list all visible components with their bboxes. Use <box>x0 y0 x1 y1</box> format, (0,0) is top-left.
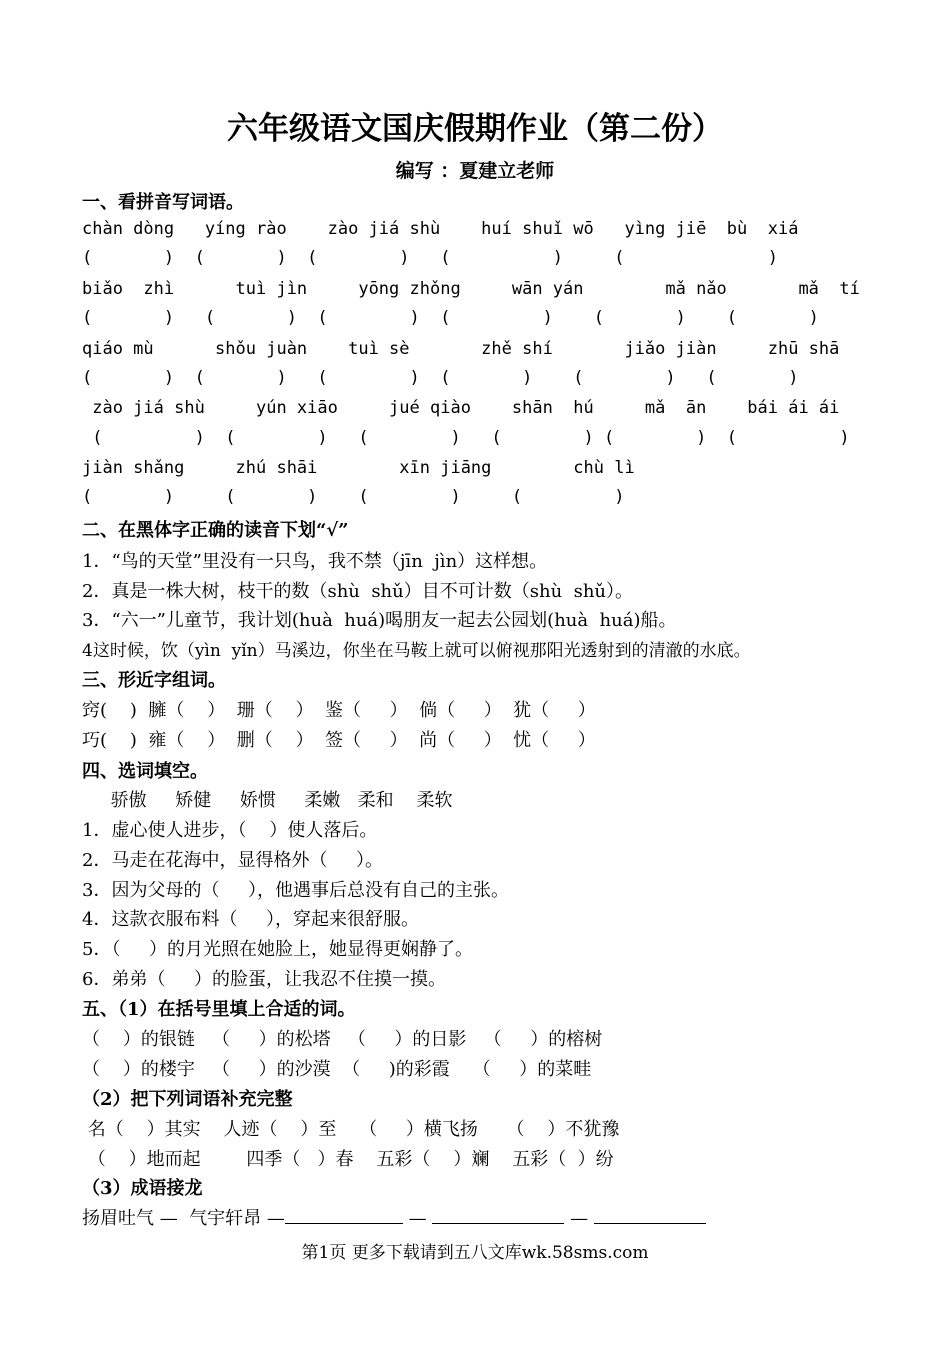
char-group-line: 窍( ) 臃（ ） 珊（ ） 鉴（ ） 倘（ ） 犹（ ） <box>82 700 596 721</box>
question-line: 3．因为父母的（ ），他遇事后总没有自己的主张。 <box>82 880 510 901</box>
question-line: 1．“鸟的天堂”里没有一只鸟，我不禁（jīn jìn）这样想。 <box>82 551 548 572</box>
chain-dash: — <box>564 1208 594 1229</box>
blank-line: ( ) ( ) ( ) ( ) <box>82 487 625 507</box>
blank-line: ( ) ( ) ( ) ( ) ( ) ( ) <box>82 428 850 448</box>
answer-blank[interactable] <box>594 1207 706 1224</box>
blank-line: ( ) ( ) ( ) ( ) ( ) ( ) <box>82 308 819 328</box>
pinyin-line: jiàn shǎng zhú shāi xīn jiāng chù lì <box>82 458 635 478</box>
pinyin-line: chàn dòng yíng rào zào jiá shù huí shuǐ wō yìng jiē bù xiá <box>82 219 799 239</box>
page-title: 六年级语文国庆假期作业（第二份） <box>227 111 723 147</box>
section1-heading: 一、看拼音写词语。 <box>82 192 244 213</box>
chain-dash: — <box>402 1208 433 1229</box>
section3-heading: 三、形近字组词。 <box>82 670 226 691</box>
question-line: 1．虚心使人进步，（ ）使人落后。 <box>82 820 378 841</box>
answer-blank[interactable] <box>285 1207 403 1224</box>
question-line: 6．弟弟（ ）的脸蛋，让我忍不住摸一摸。 <box>82 969 447 990</box>
fill-line: （ ）的楼宇 （ ）的沙漠 （ )的彩霞 （ ）的菜畦 <box>82 1059 592 1080</box>
question-line: 3．“六一”儿童节，我计划(huà huá)喝朋友一起去公园划(huà huá)船。 <box>82 610 677 631</box>
section5-sub3: （3）成语接龙 <box>82 1178 203 1199</box>
idiom-line: （ ）地而起 四季（ ）春 五彩（ ）斓 五彩（ ）纷 <box>82 1149 614 1170</box>
fill-line: （ ）的银链 （ ）的松塔 （ ）的日影 （ ）的榕树 <box>82 1029 603 1050</box>
question-line: 5．（ ）的月光照在她脸上，她显得更娴静了。 <box>82 939 474 960</box>
section4-heading: 四、选词填空。 <box>82 761 208 782</box>
question-line: 4．这款衣服布料（ ），穿起来很舒服。 <box>82 909 420 930</box>
idiom-chain <box>82 1204 706 1230</box>
chain-start: 扬眉吐气 — 气宇轩昂 — <box>82 1208 285 1229</box>
blank-line: ( ) ( ) ( ) ( ) ( ) ( ) <box>82 368 799 388</box>
question-line: 4这时候，饮（yìn yǐn）马溪边，你坐在马鞍上就可以俯视那阳光透射到的清澈的水底。 <box>82 641 751 661</box>
section5-heading: 五、（1）在括号里填上合适的词。 <box>82 999 356 1020</box>
section5-sub2: （2）把下列词语补充完整 <box>82 1089 293 1110</box>
section2-heading: 二、在黑体字正确的读音下划“√” <box>82 520 349 541</box>
pinyin-line: qiáo mù shǒu juàn tuì sè zhě shí jiǎo jiàn zhū shā <box>82 339 840 359</box>
pinyin-line: zào jiá shù yún xiāo jué qiào shān hú mǎ ān bái ái ái <box>82 398 840 418</box>
char-group-line: 巧( ) 雍（ ） 删（ ） 签（ ） 尚（ ） 忧（ ） <box>82 730 596 751</box>
word-bank: 骄傲 矫健 娇惯 柔嫩 柔和 柔软 <box>82 790 453 811</box>
page-footer: 第1页 更多下载请到五八文库wk.58sms.com <box>301 1243 649 1263</box>
idiom-line: 名（ ）其实 人迹（ ）至 （ ）横飞扬 （ ）不犹豫 <box>82 1119 620 1140</box>
author-line: 编写 ：夏建立老师 <box>395 160 555 182</box>
question-line: 2．真是一株大树，枝干的数（shù shǔ）目不可计数（shù shǔ）。 <box>82 581 634 602</box>
blank-line: ( ) ( ) ( ) ( ) ( ) <box>82 248 778 268</box>
answer-blank[interactable] <box>432 1207 564 1224</box>
question-line: 2．马走在花海中，显得格外（ ）。 <box>82 850 384 871</box>
pinyin-line: biǎo zhì tuì jìn yōng zhǒng wān yán mǎ nǎo mǎ tí <box>82 279 860 299</box>
